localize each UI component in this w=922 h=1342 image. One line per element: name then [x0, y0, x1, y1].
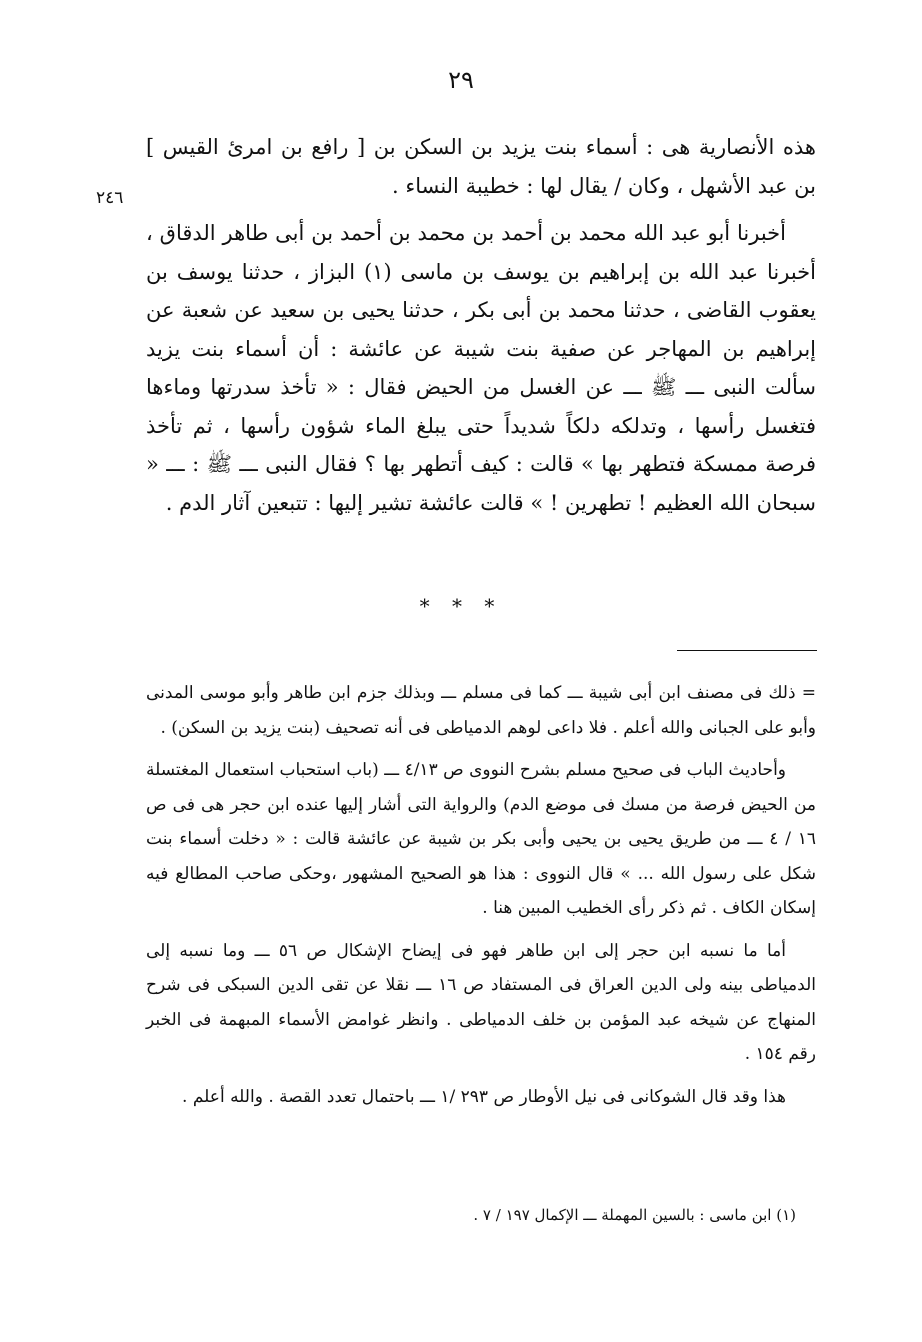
- footnote-1: (١) ابن ماسى : بالسين المهملة ـــ الإكمال ١٩٧ / ٧ .: [473, 1206, 796, 1224]
- notes-section: [146, 676, 816, 1114]
- note-paragraph-1: = ذلك فى مصنف ابن أبى شيبة ـــ كما فى مسلم ـــ وبذلك جزم ابن طاهر وأبو موسى المدنى وأبو على الجبانى والله أعلم . فلا داعى لوهم الدمياطى فى أنه تصحيف (بنت يزيد بن السكن) .: [146, 683, 816, 738]
- margin-reference: ٢٤٦: [96, 188, 124, 208]
- main-paragraph-1: هذه الأنصارية هى : أسماء بنت يزيد بن السكن بن [ رافع بن امرئ القيس ] بن عبد الأشهل ، وكان / يقال لها : خطيبة النساء .: [146, 135, 816, 198]
- main-text: [146, 128, 816, 522]
- page-number: ٢٩: [448, 66, 474, 94]
- footnote-rule: [677, 650, 817, 651]
- note-paragraph-4: هذا وقد قال الشوكانى فى نيل الأوطار ص ٢٩٣ /١ ـــ باحتمال تعدد القصة . والله أعلم .: [182, 1086, 786, 1107]
- main-paragraph-2: أخبرنا أبو عبد الله محمد بن أحمد بن محمد بن أحمد بن أبى طاهر الدقاق ، أخبرنا عبد الله بن إبراهيم بن يوسف بن ماسى (١) البزاز ، حدثنا يوسف بن يعقوب القاضى ، حدثنا محمد بن أبى بكر ، حدثنا يحيى بن سعيد عن شعبة عن إبراهيم بن المهاجر عن صفية بنت شيبة عن عائشة : أن أسماء بنت يزيد سألت النبى ـــ ﷺ ـــ عن الغسل من الحيض فقال : « تأخذ سدرتها وماءها فتغسل رأسها ، وتدلكه دلكاً شديداً حتى يبلغ الماء شؤون رأسها ، ثم تأخذ فرصة ممسكة فتطهر بها » قالت : كيف أتطهر بها ؟ فقال النبى ـــ ﷺ : ـــ « سبحان الله العظيم ! تطهرين ! » قالت عائشة تشير إليها : تتبعين آثار الدم .: [146, 221, 816, 515]
- note-paragraph-2: وأحاديث الباب فى صحيح مسلم بشرح النووى ص ٤/١٣ ـــ (باب استحباب استعمال المغتسلة من الحيض فرصة من مسك فى موضع الدم) والرواية التى أشار إليها عنده ابن حجر هى فى ص ١٦ / ٤ ـــ من طريق يحيى بن يحيى وأبى بكر بن شيبة عن عائشة قالت : « دخلت أسماء بنت شكل على رسول الله ... » قال النووى : هذا هو الصحيح المشهور ،وحكى صاحب المطالع فيه إسكان الكاف . ثم ذكر رأى الخطيب المبين هنا .: [146, 760, 816, 918]
- section-separator: * * *: [419, 594, 503, 618]
- note-paragraph-3: أما ما نسبه ابن حجر إلى ابن طاهر فهو فى إيضاح الإشكال ص ٥٦ ـــ وما نسبه إلى الدمياطى بينه ولى الدين العراق فى المستفاد ص ١٦ ـــ نقلا عن تقى الدين السبكى فى شرح المنهاج عن شيخه عبد المؤمن بن خلف الدمياطى . وانظر غوامض الأسماء المبهمة فى الخبر رقم ١٥٤ .: [146, 940, 816, 1064]
